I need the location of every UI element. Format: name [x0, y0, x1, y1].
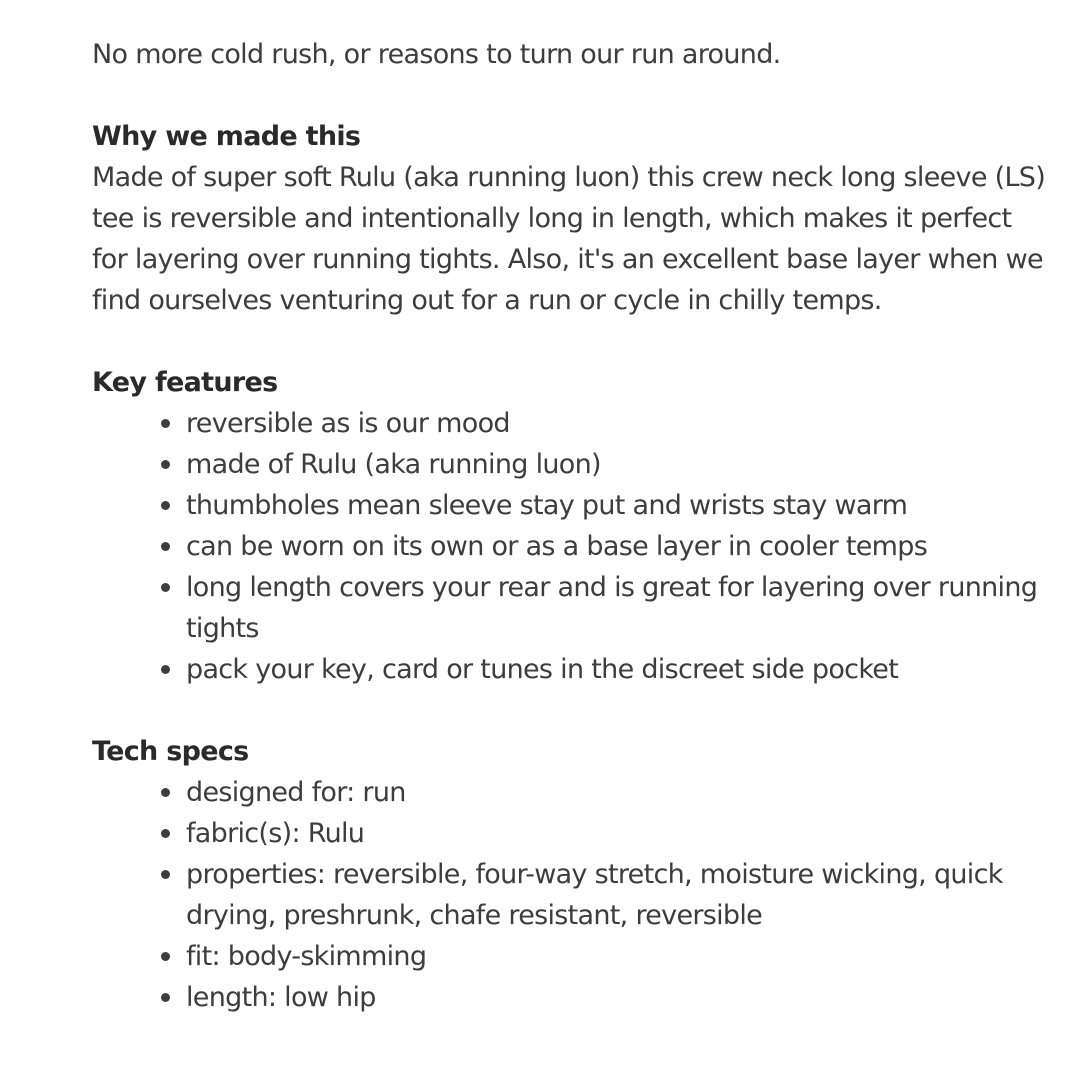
why-heading: Why we made this — [92, 121, 361, 152]
feature-item: thumbholes mean sleeve stay put and wrists stay warm — [186, 485, 1052, 526]
feature-item: reversible as is our mood — [186, 403, 1052, 444]
feature-item: made of Rulu (aka running luon) — [186, 444, 1052, 485]
feature-item: pack your key, card or tunes in the discreet side pocket — [186, 649, 1052, 690]
feature-item: long length covers your rear and is great for layering over running tights — [186, 567, 1052, 649]
specs-heading: Tech specs — [92, 736, 249, 767]
feature-item: can be worn on its own or as a base layer in cooler temps — [186, 526, 1052, 567]
product-description — [92, 34, 1052, 1018]
spec-item: length: low hip — [186, 977, 1052, 1018]
features-heading: Key features — [92, 367, 278, 398]
why-section — [92, 116, 1052, 321]
spec-item: fabric(s): Rulu — [186, 813, 1052, 854]
features-section — [92, 362, 1052, 690]
specs-list — [92, 772, 1052, 1018]
spec-item: designed for: run — [186, 772, 1052, 813]
spec-item: fit: body-skimming — [186, 936, 1052, 977]
why-body: Made of super soft Rulu (aka running luon) this crew neck long sleeve (LS) tee is reversible and intentionally long in length, which makes it perfect for layering over running tights. Also, it's an excellent base layer when we find ourselves venturing out for a run or cycle in chilly temps. — [92, 162, 1046, 316]
spec-item: properties: reversible, four-way stretch, moisture wicking, quick drying, preshrunk, chafe resistant, reversible — [186, 854, 1052, 936]
specs-section — [92, 731, 1052, 1018]
intro-text: No more cold rush, or reasons to turn our run around. — [92, 39, 781, 70]
features-list — [92, 403, 1052, 690]
